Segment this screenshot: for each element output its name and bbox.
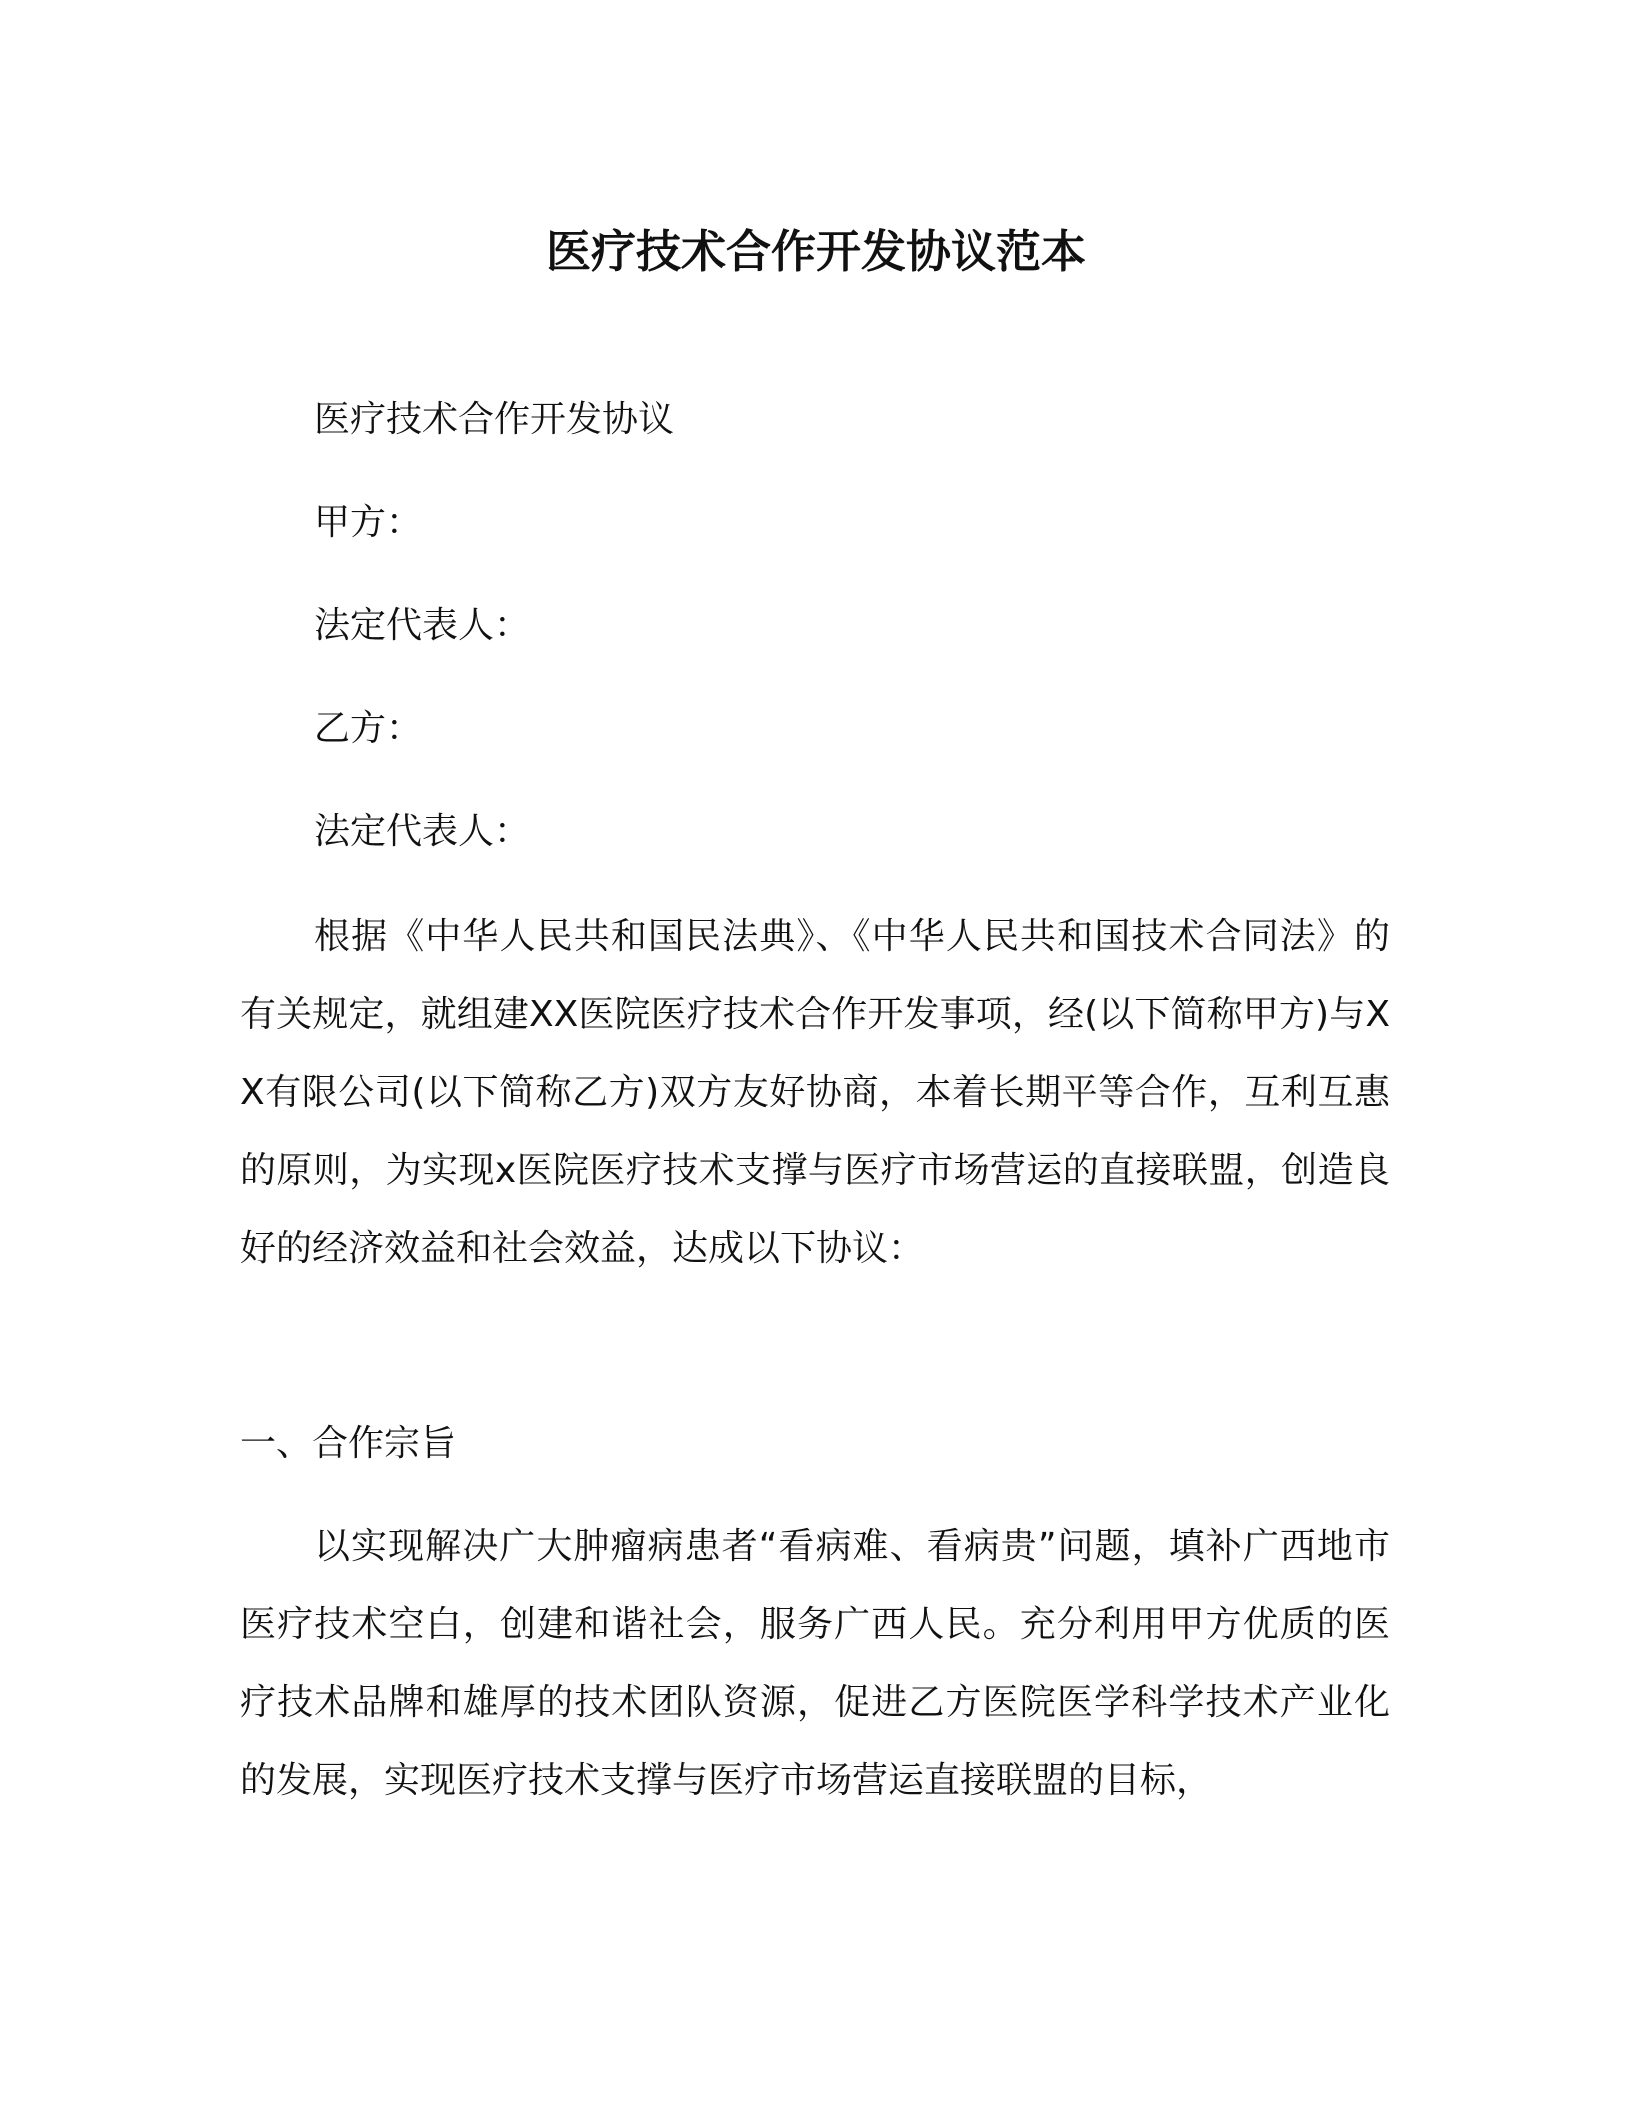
agreement-subtitle: 医疗技术合作开发协议 <box>314 399 675 440</box>
intro-paragraph: 根据《中华人民共和国民法典》、《中华人民共和国技术合同法》的有关规定，就组建XX医院医疗技术合作开发事项，经(以下简称甲方)与XX有限公司(以下简称乙方)双方友好协商，本着长期平等合作，互利互惠的原则，为实现x医院医疗技术支撑与医疗市场营运的直接联盟，创造良好的经济效益和社会效益，达成以下协议： <box>240 916 1390 1269</box>
section-1-body: 以实现解决广大肿瘤病患者“看病难、看病贵”问题，填补广西地市医疗技术空白，创建和谐社会，服务广西人民。充分利用甲方优质的医疗技术品牌和雄厚的技术团队资源，促进乙方医院医学科学技术产业化的发展，实现医疗技术支撑与医疗市场营运直接联盟的目标， <box>240 1526 1390 1801</box>
section-1-heading: 一、合作宗旨 <box>240 1423 457 1464</box>
party-a-representative-label: 法定代表人： <box>314 605 531 646</box>
party-b-label: 乙方： <box>314 708 423 749</box>
party-b-representative-label: 法定代表人： <box>314 811 531 852</box>
document-title: 医疗技术合作开发协议范本 <box>545 225 1086 278</box>
party-a-label: 甲方： <box>314 502 423 543</box>
